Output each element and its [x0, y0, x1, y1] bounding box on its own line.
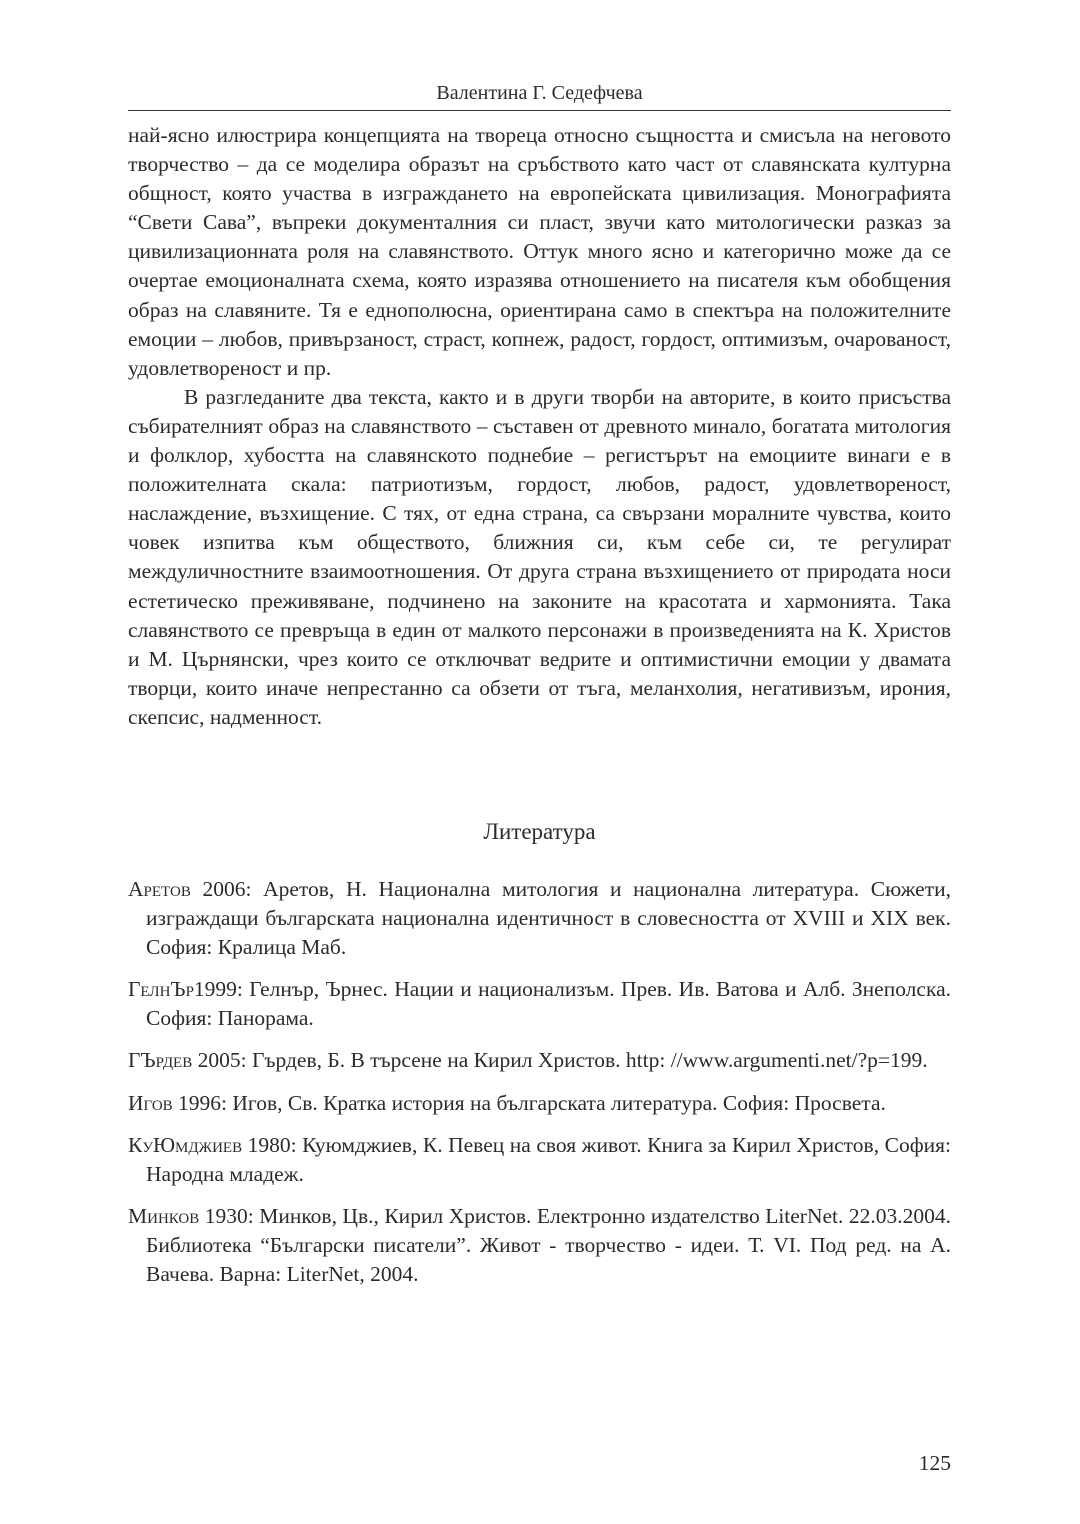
reference-key: Игов 1996:: [128, 1090, 228, 1115]
reference-key: ГЪрдев 2005:: [128, 1048, 247, 1073]
reference-text: Гърдев, Б. В търсене на Кирил Христов. http: //www.argumenti.net/?p=199.: [246, 1048, 928, 1073]
reference-text: Куюмджиев, К. Певец на своя живот. Книга за Кирил Христов, София: Народна младеж.: [146, 1132, 951, 1186]
body-text: [128, 121, 951, 732]
reference-item: [128, 1046, 951, 1075]
reference-text: Аретов, Н. Национална митология и национална литература. Сюжети, изграждащи българската национална идентичност в словесността от XVIII и XIX век. София: Кралица Маб.: [146, 876, 951, 960]
reference-item: [128, 1202, 951, 1289]
reference-key: КуЮмджиев 1980:: [128, 1132, 297, 1157]
reference-item: [128, 1089, 951, 1118]
page: [128, 78, 951, 1302]
reference-text: Игов, Св. Кратка история на българската литература. София: Просвета.: [227, 1090, 886, 1115]
reference-list: [128, 875, 951, 1289]
reference-key: ГелнЪр1999:: [128, 977, 243, 1002]
paragraph: В разгледаните два текста, както и в други творби на авторите, в които присъства събирателният образ на славянството – съставен от древното минало, богатата митология и фолклор, хубостта на славянското поднебие – регистърът на емоциите винаги е в положителната скала: патриотизъм, гордост, любов, радост, удовлетвореност, наслаждение, възхищение. С тях, от една страна, са свързани моралните чувства, които човек изпитва към обществото, ближния си, към себе си, те регулират междуличностните взаимоотношения. От друга страна възхищението от природата носи естетическо преживяване, подчинено на законите на красотата и хармонията. Така славянството се превръща в един от малкото персонажи в произведенията на К. Христов и М. Църнянски, чрез които се отключват ведрите и оптимистични емоции у двамата творци, които иначе непрестанно са обзети от тъга, меланхолия, негативизъм, ирония, скепсис, надменност.: [128, 384, 951, 729]
reference-item: [128, 1131, 951, 1189]
page-number: 125: [918, 1451, 951, 1475]
reference-text: Минков, Цв., Кирил Христов. Електронно издателство LiterNet. 22.03.2004. Библиотека “Български писатели”. Живот - творчество - идеи. Т. VI. Под ред. на А. Вачева. Варна: LiterNet, 2004.: [146, 1203, 951, 1286]
reference-item: [128, 975, 951, 1033]
paragraph: най-ясно илюстрира концепцията на твореца относно същността и смисъла на неговото творчество – да се моделира образът на сръбството като част от славянската културна общност, която участва в изграждането на европейската цивилизация. Монографията “Свети Сава”, въпреки документалния си пласт, звучи като митологически разказ за цивилизационната роля на славянството. Оттук много ясно и категорично може да се очертае емоционалната схема, която изразява отношението на писателя към обобщения образ на славяните. Тя е еднополюсна, ориентирана само в спектъра на положителните емоции – любов, привързаност, страст, копнеж, радост, гордост, оптимизъм, очарованост, удовлетвореност и пр.: [128, 123, 951, 380]
reference-item: [128, 875, 951, 962]
reference-text: Гелнър, Ърнес. Нации и национализъм. Прев. Ив. Ватова и Алб. Знеполска. София: Панорама.: [146, 977, 951, 1031]
reference-key: Аретов 2006:: [128, 876, 252, 901]
reference-key: Минков 1930:: [128, 1203, 254, 1228]
running-header: Валентина Г. Седефчева: [128, 78, 951, 111]
references-heading: Литература: [483, 818, 596, 844]
